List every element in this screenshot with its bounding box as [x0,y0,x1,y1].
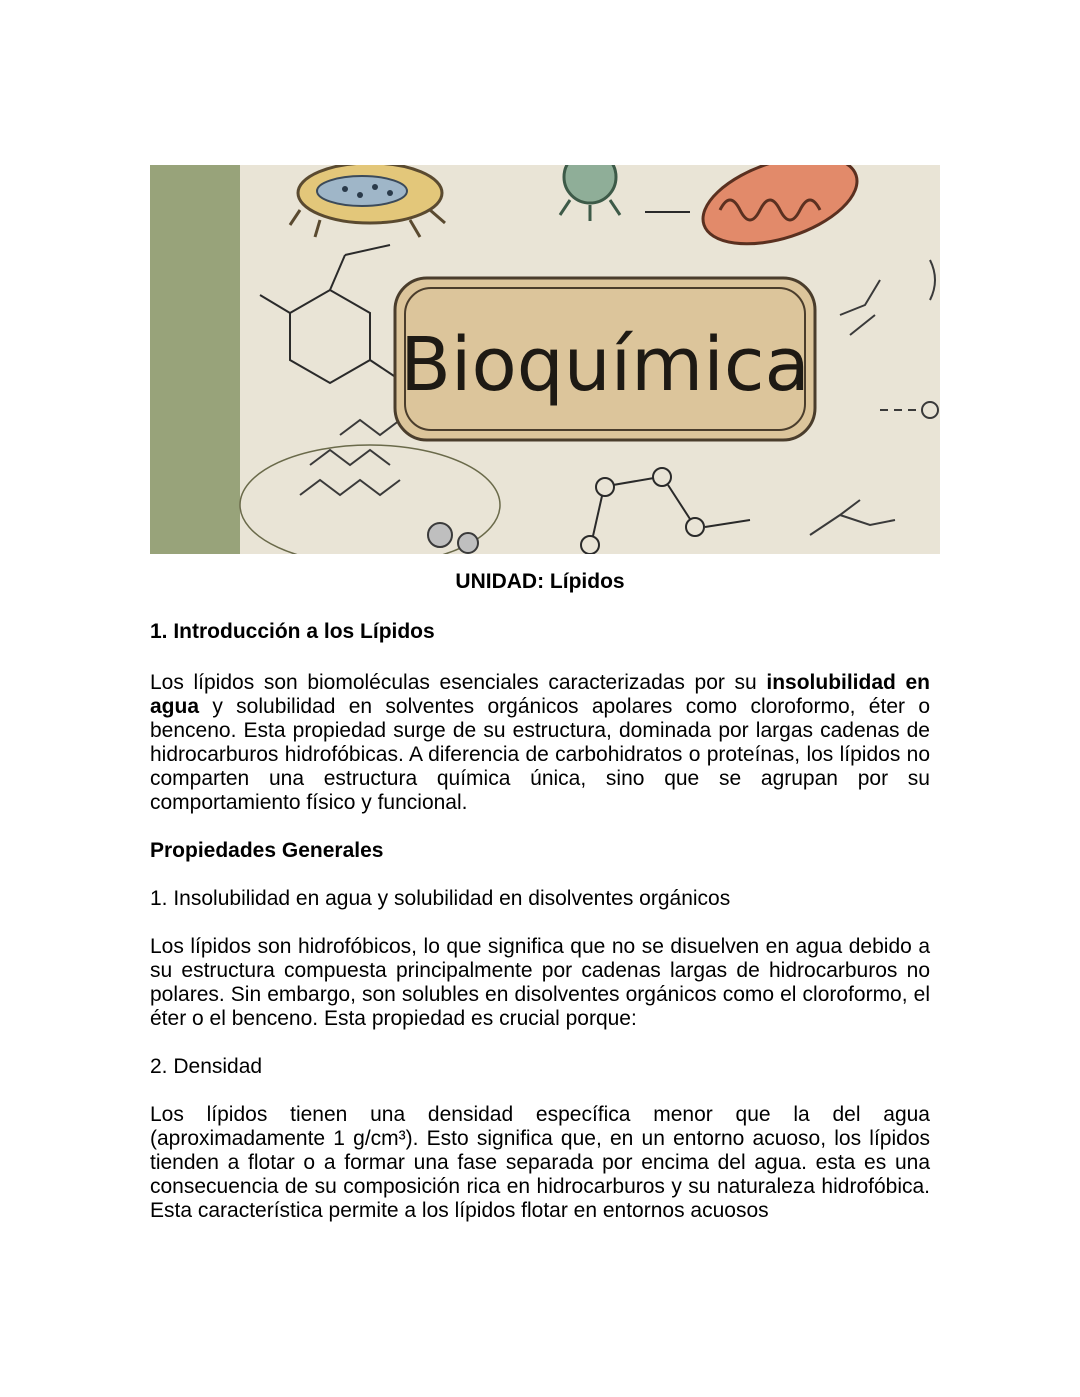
property-text: Los lípidos son hidrofóbicos, lo que significa que no se disuelven en agua debido a su estructura compuesta principalmente por cadenas largas de hidrocarburos no polares. Sin embargo, son solubles en disolventes orgánicos como el cloroformo, el éter o el benceno. Esta propiedad es crucial porque: [150,935,930,1030]
property-title: 2. Densidad [150,1055,263,1078]
intro-text-end: y solubilidad en solventes orgánicos apolares como cloroformo, éter o benceno. Esta propiedad surge de su estructura, dominada por largas cadenas de hidrocarburos hidrofóbicas. A diferencia de carbohidratos o proteínas, los lípidos no comparten una estructura química única, sino que se agrupan por su comportamiento físico y funcional. [150,695,930,814]
section-heading: 1. Introducción a los Lípidos [150,620,435,643]
banner-illustration [150,165,940,554]
banner-title: Bioquímica [400,322,810,408]
property-text: Los lípidos tienen una densidad específica menor que la del agua (aproximadamente 1 g/cm³). Esto significa que, en un entorno acuoso, los lípidos tienden a flotar o a formar una fase separada por encima del agua. esta es una consecuencia de su composición rica en hidrocarburos y su naturaleza hidrofóbica. Esta característica permite a los lípidos flotar en entornos acuosos [150,1103,930,1222]
intro-emphasis: insolubilidad en agua [150,671,930,718]
intro-paragraph [150,671,930,815]
intro-text-start: Los lípidos son biomoléculas esenciales caracterizadas por su [150,671,767,694]
unit-title: UNIDAD: Lípidos [455,570,625,593]
green-side-strip [150,165,240,554]
properties-heading: Propiedades Generales [150,839,384,862]
document-body [150,568,930,1247]
bioquimica-banner [150,165,940,554]
property-title: 1. Insolubilidad en agua y solubilidad en disolventes orgánicos [150,887,731,910]
title-label [395,278,815,440]
